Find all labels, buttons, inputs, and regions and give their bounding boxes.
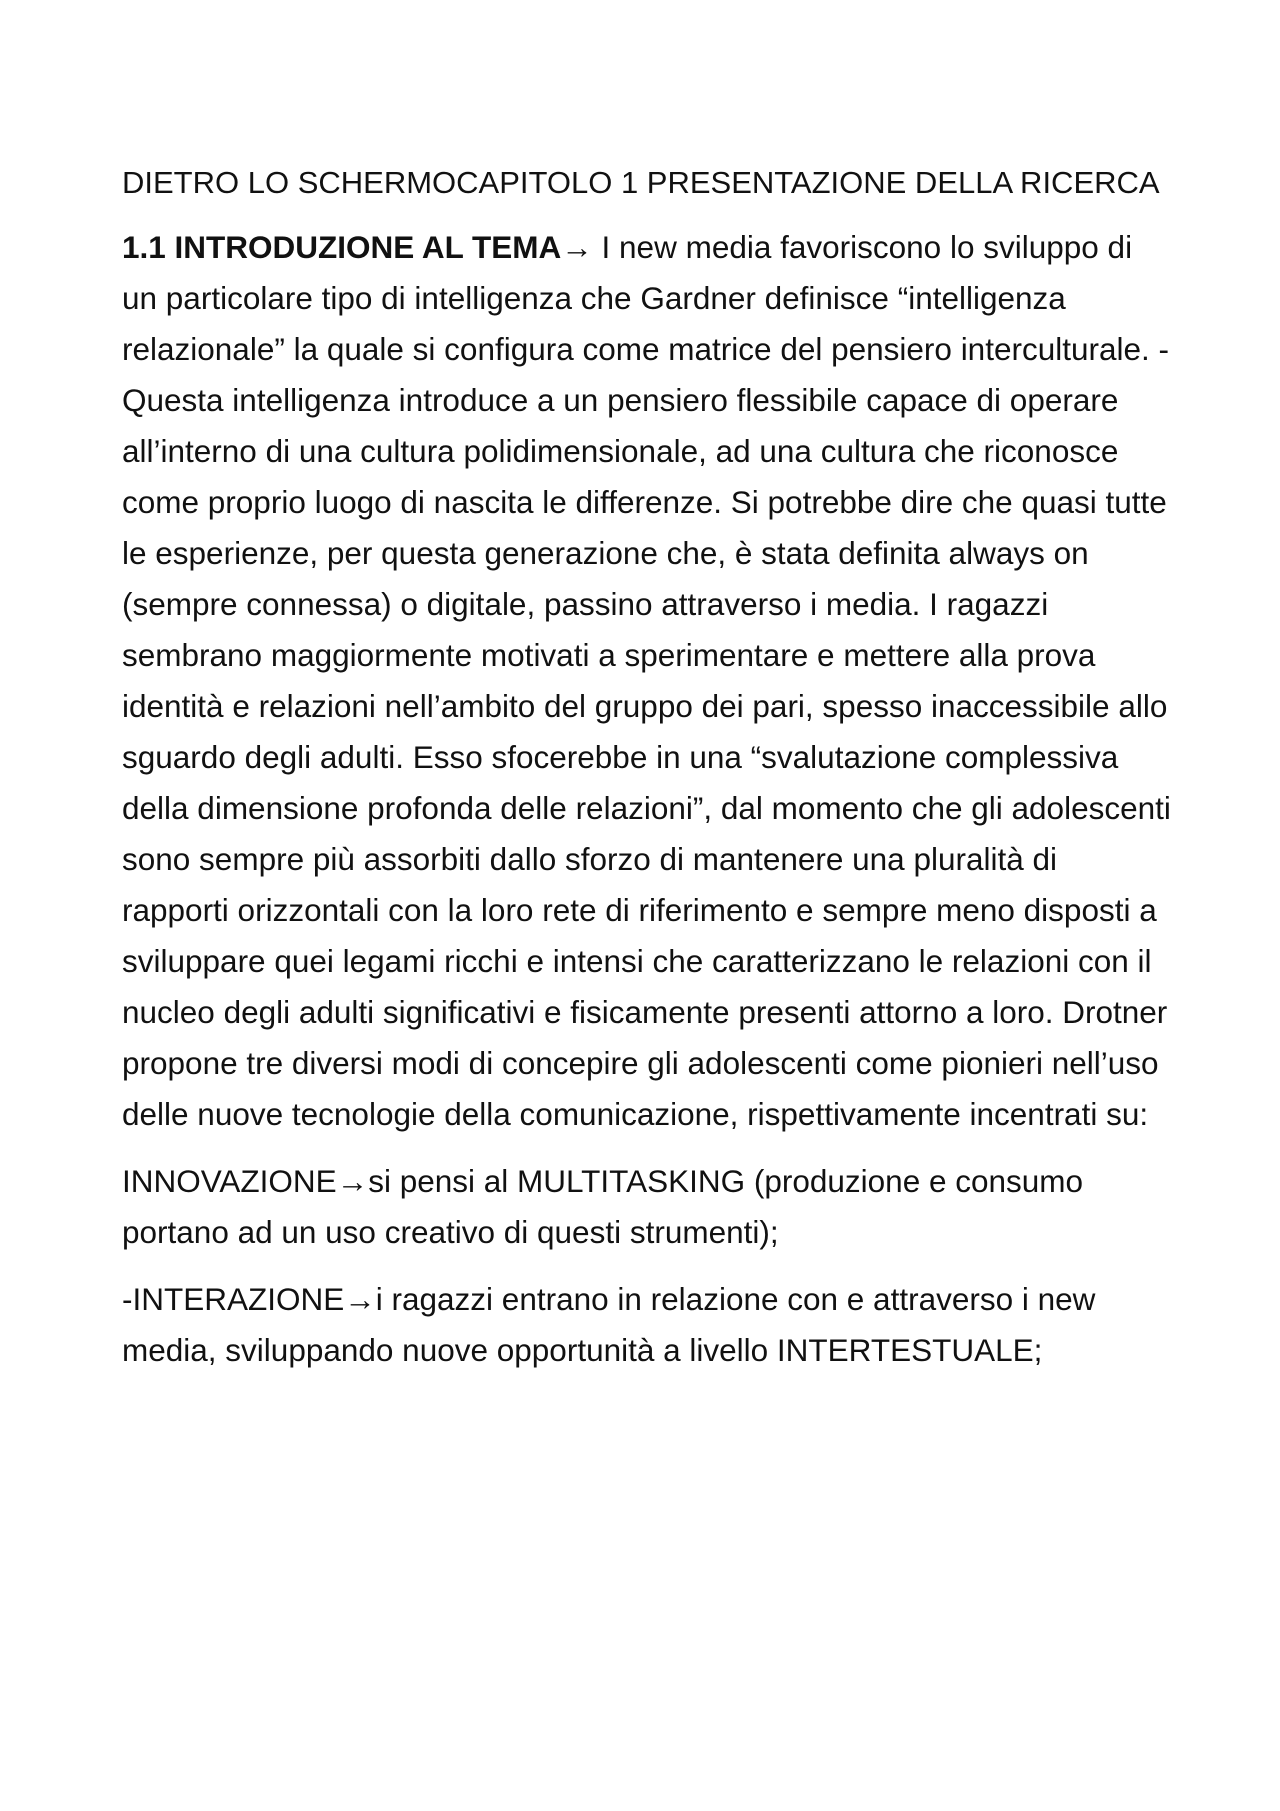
innovazione-text: si pensi al MULTITASKING (produzione e consumo portano ad un uso creativo di questi strumenti); (122, 1163, 1084, 1250)
section-body-text: I new media favoriscono lo sviluppo di un particolare tipo di intelligenza che Gardner definisce “intelligenza relazionale” la quale si configura come matrice del pensiero interculturale. - Questa intelligenza introduce a un pensiero flessibile capace di operare all’interno di una cultura polidimensionale, ad una cultura che riconosce come proprio luogo di nascita le differenze. Si potrebbe dire che quasi tutte le esperienze, per questa generazione che, è stata definita always on (sempre connessa) o digitale, passino attraverso i media. I ragazzi sembrano maggiormente motivati a sperimentare e mettere alla prova identità e relazioni nell’ambito del gruppo dei pari, spesso inaccessibile allo sguardo degli adulti. Esso sfocerebbe in una “svalutazione complessiva della dimensione profonda delle relazioni”, dal momento che gli adolescenti sono sempre più assorbiti dallo sforzo di mantenere una pluralità di rapporti orizzontali con la loro rete di riferimento e sempre meno disposti a sviluppare quei legami ricchi e intensi che caratterizzano le relazioni con il nucleo degli adulti significativi e fisicamente presenti attorno a loro. Drotner propone tre diversi modi di concepire gli adolescenti come pionieri nell’uso delle nuove tecnologie della comunicazione, rispettivamente incentrati su: (122, 229, 1171, 1132)
interazione-term: -INTERAZIONE (122, 1281, 345, 1317)
document-title: DIETRO LO SCHERMOCAPITOLO 1 PRESENTAZIONE DELLA RICERCA (122, 165, 1160, 200)
document-content (122, 158, 1172, 1392)
arrow-right-icon: → (561, 229, 593, 265)
section-1-1-paragraph (122, 222, 1172, 1140)
arrow-right-icon: → (344, 1281, 376, 1317)
innovazione-item (122, 1156, 1172, 1258)
arrow-right-icon: → (336, 1163, 369, 1199)
interazione-item (122, 1274, 1172, 1376)
innovazione-term: INNOVAZIONE (122, 1163, 337, 1199)
section-heading: 1.1 INTRODUZIONE AL TEMA (122, 229, 562, 265)
interazione-text: i ragazzi entrano in relazione con e attraverso i new media, sviluppando nuove opportunità a livello INTERTESTUALE; (122, 1281, 1096, 1368)
